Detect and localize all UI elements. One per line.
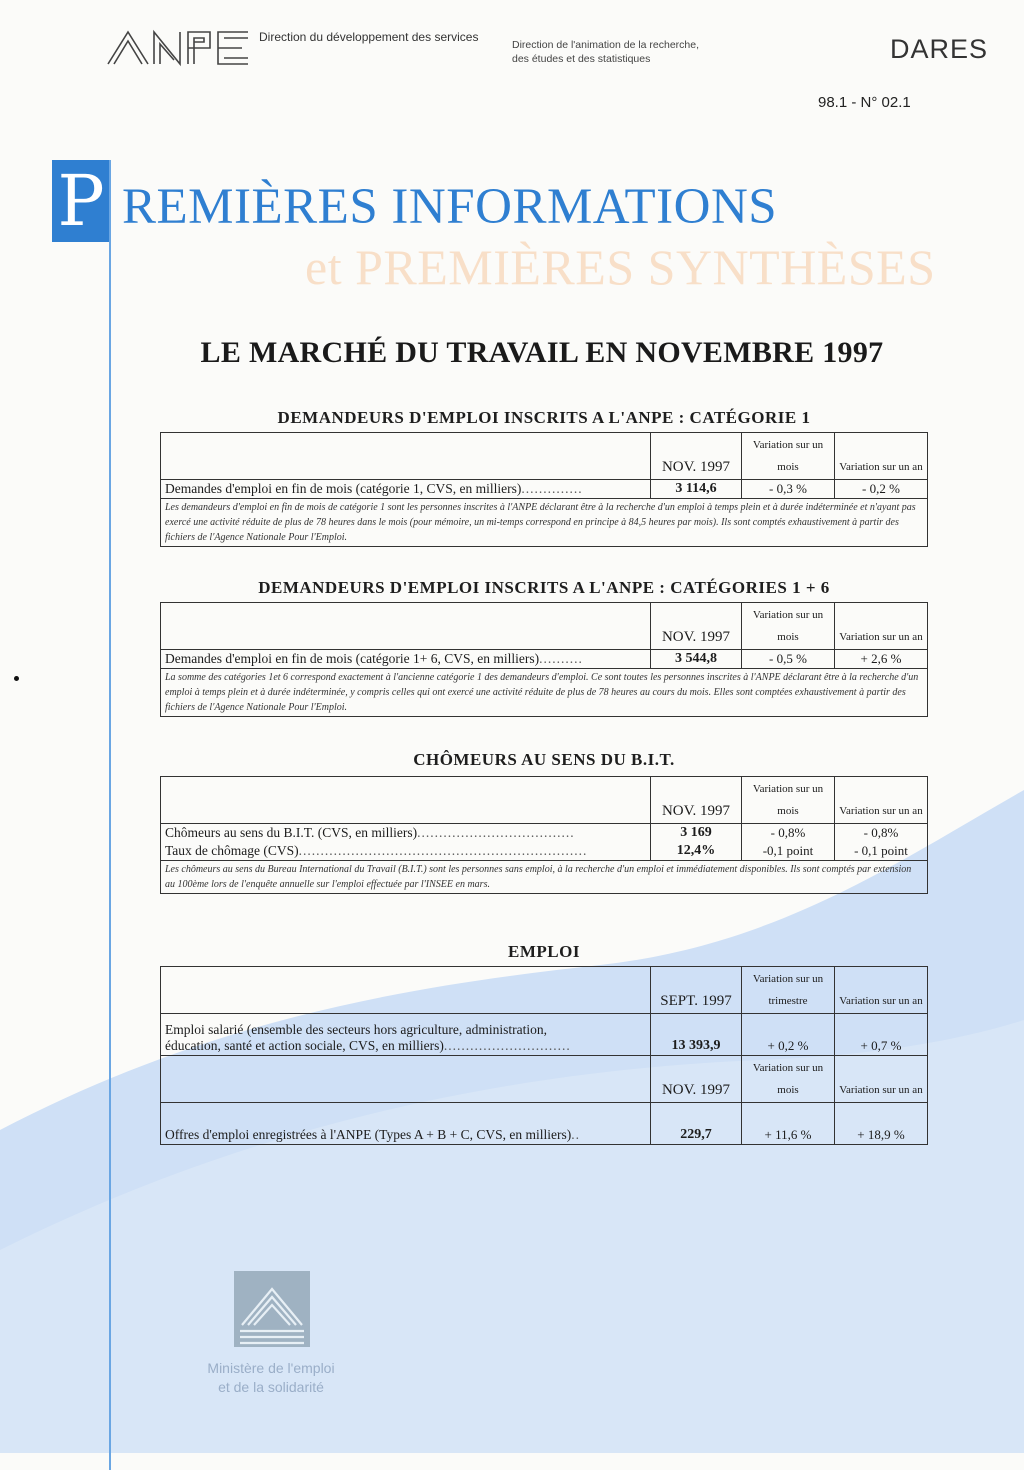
- col-var-year: Variation sur un an: [835, 1056, 928, 1103]
- row-value: 13 393,9: [651, 1014, 742, 1056]
- direction-line-2: des études et des statistiques: [512, 53, 651, 65]
- table-empty-cell: [161, 433, 651, 480]
- col-var-year: Variation sur un an: [835, 777, 928, 824]
- col-date: NOV. 1997: [651, 777, 742, 824]
- ministry-name: [160, 1359, 382, 1397]
- report-title: LE MARCHÉ DU TRAVAIL EN NOVEMBRE 1997: [200, 336, 884, 369]
- table-empty-cell: [161, 1056, 651, 1103]
- col-var-year: Variation sur un an: [835, 433, 928, 480]
- row-value: 3 114,6: [651, 480, 742, 499]
- row-label: Taux de chômage (CVS)..................................................................: [161, 842, 651, 861]
- col-date: NOV. 1997: [651, 433, 742, 480]
- definition-note: Les demandeurs d'emploi en fin de mois de catégorie 1 sont les personnes inscrites à l'ANPE déclarant être à la recherche d'un emploi à temps plein et à durée indéterminée et n'ayant pas exercé une activité réduite de plus de 78 heures dans le mois (pour mémoire, un mi-temps correspond en principe à 84,5 heures par mois). Ils sont comptés exhaustivement à partir des fichiers de l'Agence Nationale Pour l'Emploi.: [161, 499, 928, 547]
- col-var-month: Variation sur un mois: [742, 603, 835, 650]
- dares-label: DARES: [890, 34, 989, 64]
- row-value: 3 169: [651, 824, 742, 843]
- anpe-subtitle: Direction du développement des services: [259, 30, 479, 44]
- row-var-year: - 0,8%: [835, 824, 928, 843]
- col-var-month: Variation sur un mois: [742, 433, 835, 480]
- table-emploi: [160, 966, 928, 1145]
- table-empty-cell: [161, 603, 651, 650]
- col-var-quarter: Variation sur un trimestre: [742, 967, 835, 1014]
- col-var-month: Variation sur un mois: [742, 777, 835, 824]
- col-date-nov: NOV. 1997: [651, 1056, 742, 1103]
- definition-note: La somme des catégories 1et 6 correspond exactement à l'ancienne catégorie 1 des demandeurs d'emploi. Ce sont toutes les personnes inscrites à l'ANPE déclarant être à la recherche d'un emploi à temps plein et à durée indéterminée, y compris celles qui ont exercé une activité réduite de plus de 78 heures au cours du mois. Elles sont comptées exhaustivement à partir des fichiers de l'Agence Nationale Pour l'Emploi.: [161, 669, 928, 717]
- row-var-month: + 11,6 %: [742, 1103, 835, 1145]
- direction-info: [512, 38, 762, 66]
- margin-dot: [14, 676, 19, 681]
- row-value: 12,4%: [651, 842, 742, 861]
- row-label: Chômeurs au sens du B.I.T. (CVS, en milliers)....................................: [161, 824, 651, 843]
- row-label-text: Offres d'emploi enregistrées à l'ANPE (Types A + B + C, CVS, en milliers): [165, 1127, 572, 1142]
- table-cat16: [160, 602, 928, 717]
- col-var-month: Variation sur un mois: [742, 1056, 835, 1103]
- anpe-logo: [104, 28, 252, 68]
- issue-number: 98.1 - N° 02.1: [818, 94, 911, 111]
- row-value: 3 544,8: [651, 650, 742, 669]
- row-label-text: Chômeurs au sens du B.I.T. (CVS, en milliers): [165, 825, 418, 840]
- table-empty-cell: [161, 967, 651, 1014]
- row-var-month: - 0,5 %: [742, 650, 835, 669]
- row-label: Demandes d'emploi en fin de mois (catégorie 1, CVS, en milliers)..............: [161, 480, 651, 499]
- definition-note: Les chômeurs au sens du Bureau International du Travail (B.I.T.) sont les personnes sans emploi, à la recherche d'un emploi et immédiatement disponibles. Ils sont comptés par extension au 100ème lors de l'enquête annuelle sur l'emploi effectuée par l'INSEE en mars.: [161, 861, 928, 894]
- row-label: [161, 1014, 651, 1056]
- row-var-year: + 0,7 %: [835, 1014, 928, 1056]
- row-label-text: Demandes d'emploi en fin de mois (catégorie 1+ 6, CVS, en milliers): [165, 651, 540, 666]
- title-initial-box: P: [52, 160, 110, 242]
- row-label-text: Demandes d'emploi en fin de mois (catégorie 1, CVS, en milliers): [165, 481, 522, 496]
- row-var-month: -0,1 point: [742, 842, 835, 861]
- row-label-line-2: éducation, santé et action sociale, CVS, en milliers).............................: [165, 1038, 571, 1053]
- ministry-logo-icon: [234, 1271, 310, 1347]
- section-title-emploi: EMPLOI: [508, 942, 580, 961]
- main-title: REMIÈRES INFORMATIONS: [122, 179, 778, 235]
- row-label-line-1: Emploi salarié (ensemble des secteurs hors agriculture, administration,: [165, 1022, 548, 1037]
- row-label-text: éducation, santé et action sociale, CVS, en milliers): [165, 1038, 444, 1053]
- col-var-year: Variation sur un an: [835, 603, 928, 650]
- ministry-line-2: et de la solidarité: [218, 1379, 324, 1395]
- direction-line-1: Direction de l'animation de la recherche,: [512, 39, 700, 51]
- row-var-year: - 0,2 %: [835, 480, 928, 499]
- row-var-year: + 18,9 %: [835, 1103, 928, 1145]
- row-var-year: + 2,6 %: [835, 650, 928, 669]
- col-date: NOV. 1997: [651, 603, 742, 650]
- ministry-line-1: Ministère de l'emploi: [207, 1360, 335, 1376]
- row-label: Demandes d'emploi en fin de mois (catégorie 1+ 6, CVS, en milliers)..........: [161, 650, 651, 669]
- table-bit: [160, 776, 928, 894]
- row-label-text: Taux de chômage (CVS): [165, 843, 299, 858]
- row-value: 229,7: [651, 1103, 742, 1145]
- sub-title: et PREMIÈRES SYNTHÈSES: [305, 239, 936, 295]
- table-cat1: [160, 432, 928, 547]
- row-var-month: - 0,8%: [742, 824, 835, 843]
- table-empty-cell: [161, 777, 651, 824]
- row-label: Offres d'emploi enregistrées à l'ANPE (Types A + B + C, CVS, en milliers)..: [161, 1103, 651, 1145]
- col-var-year: Variation sur un an: [835, 967, 928, 1014]
- row-var-month: - 0,3 %: [742, 480, 835, 499]
- col-date-sept: SEPT. 1997: [651, 967, 742, 1014]
- row-var-quarter: + 0,2 %: [742, 1014, 835, 1056]
- section-title-cat1: DEMANDEURS D'EMPLOI INSCRITS A L'ANPE : CATÉGORIE 1: [277, 408, 811, 427]
- section-title-bit: CHÔMEURS AU SENS DU B.I.T.: [413, 750, 675, 769]
- row-var-year: - 0,1 point: [835, 842, 928, 861]
- section-title-cat16: DEMANDEURS D'EMPLOI INSCRITS A L'ANPE : CATÉGORIES 1 + 6: [258, 578, 830, 597]
